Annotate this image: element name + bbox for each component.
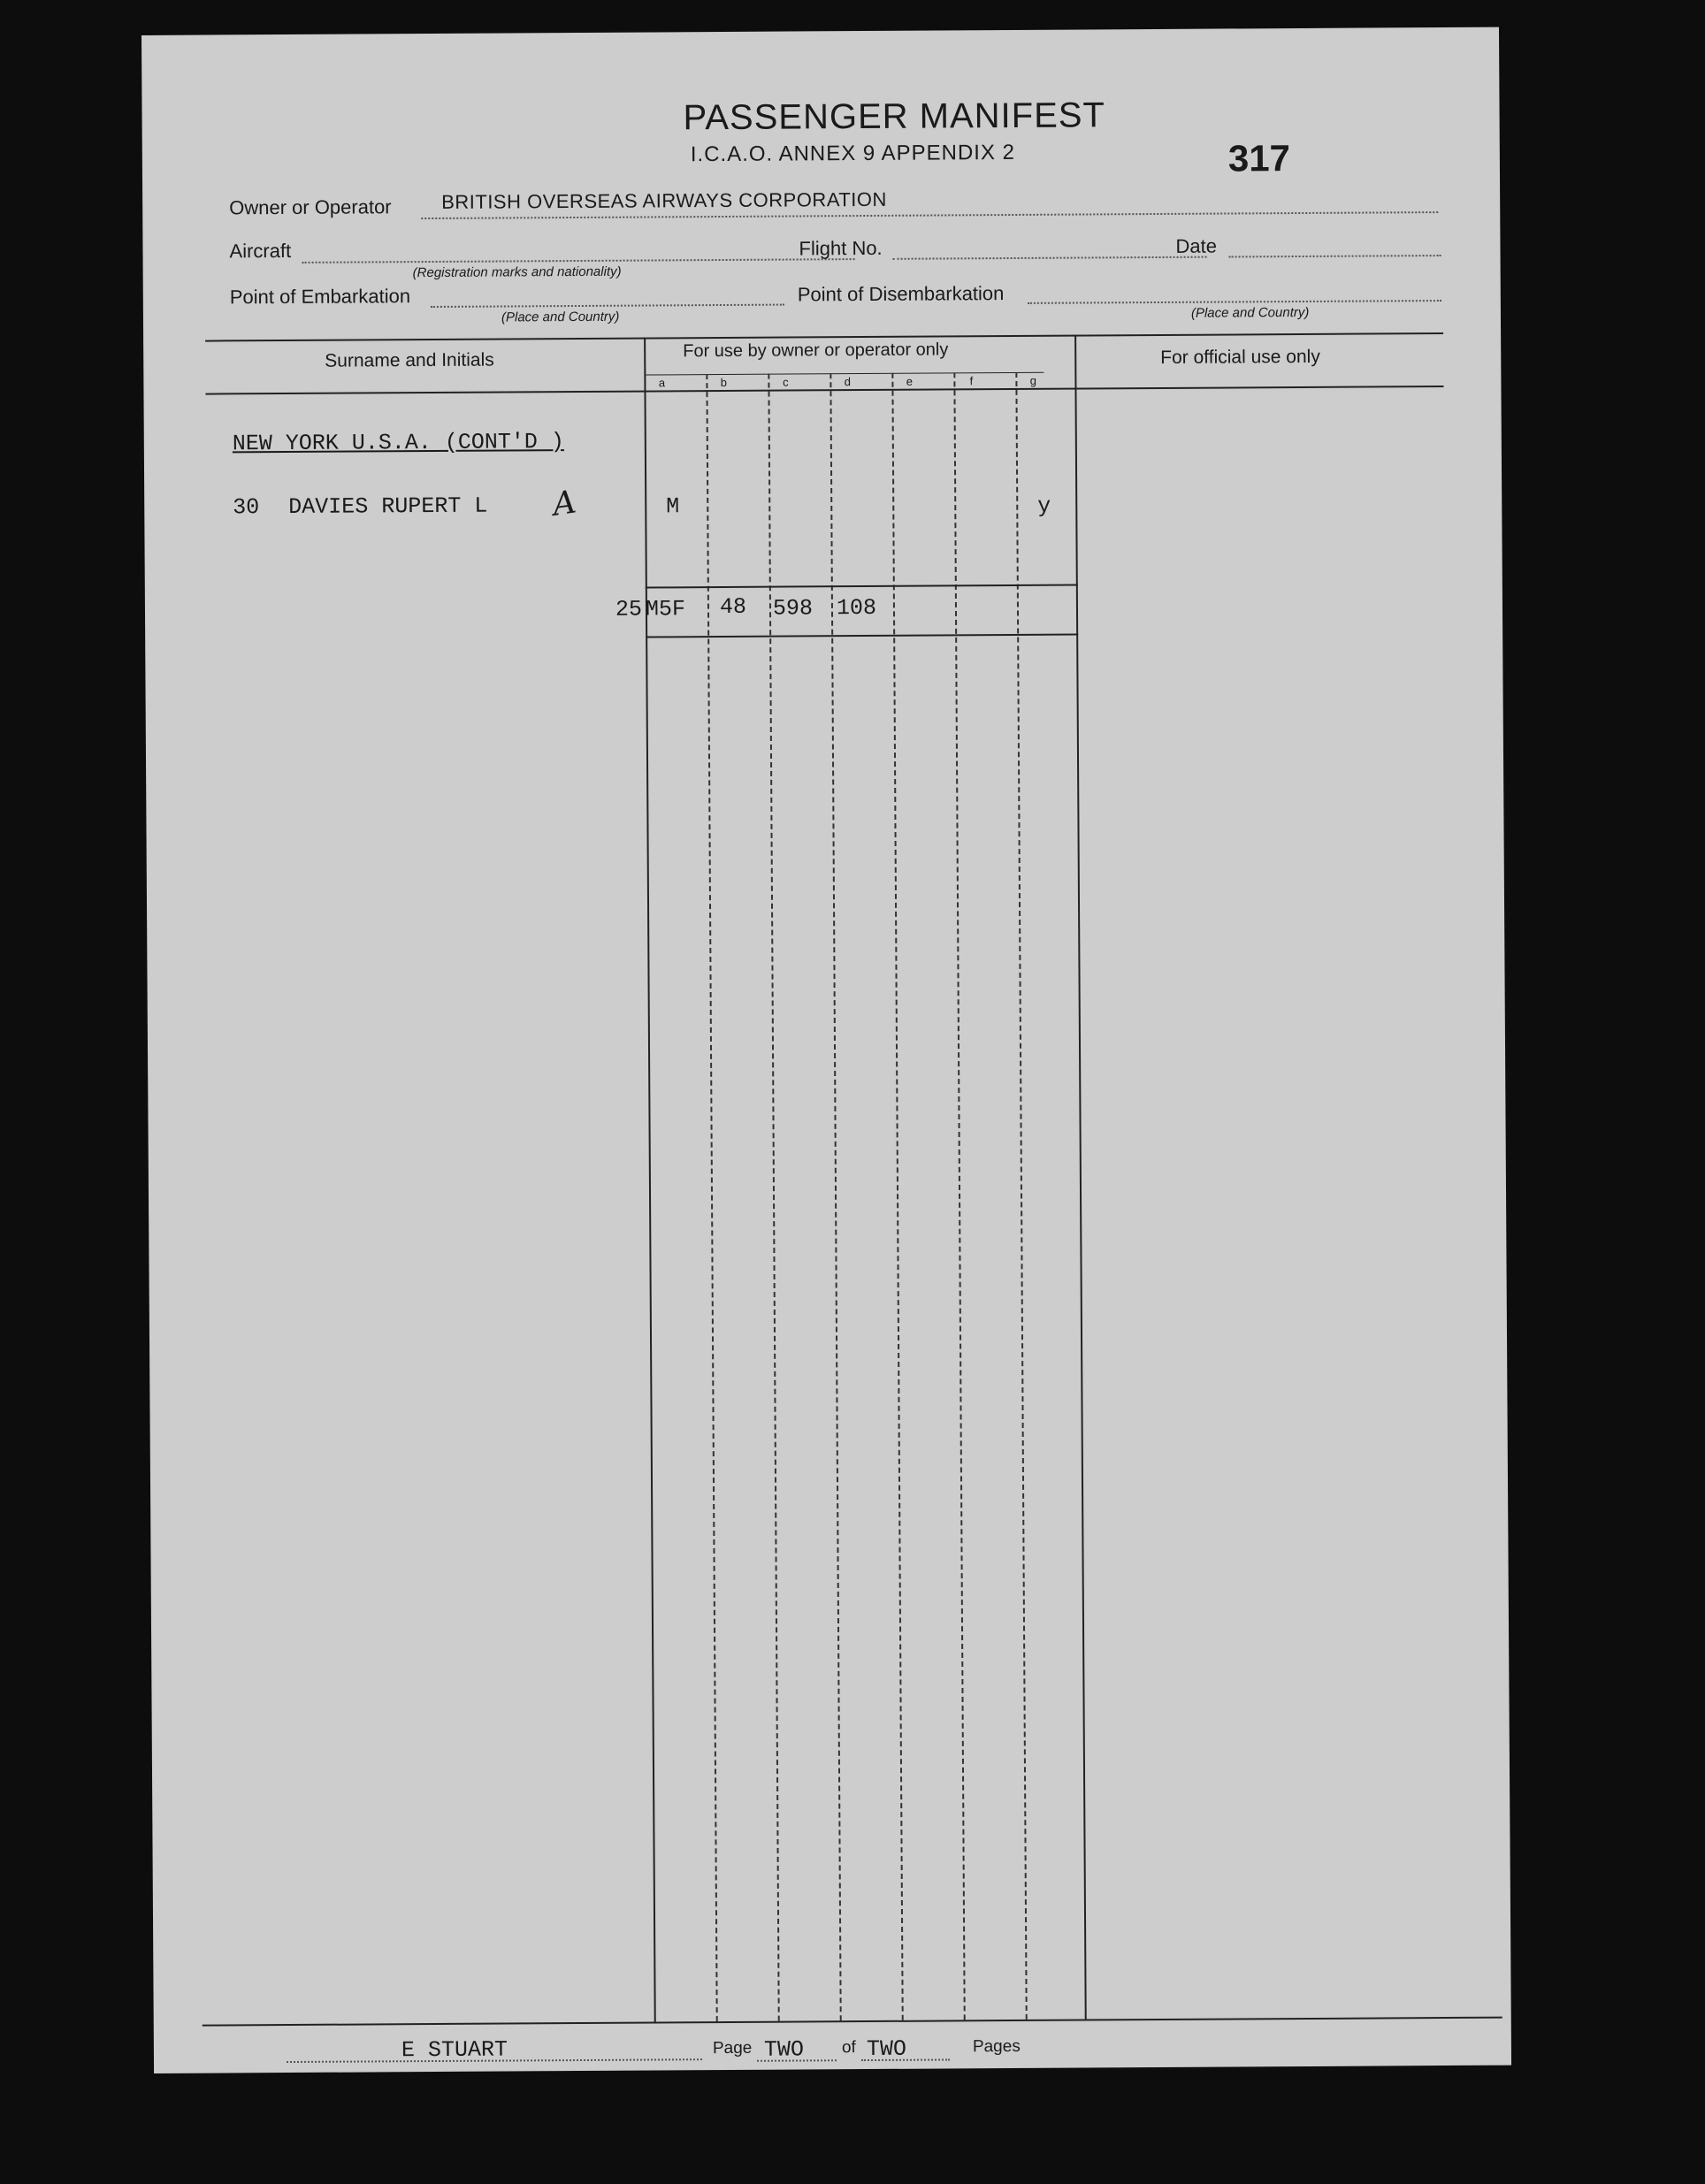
table-header-rule <box>205 386 1443 395</box>
passenger-name: DAVIES RUPERT L <box>288 493 488 520</box>
totals-col-b: 48 <box>719 593 747 621</box>
embark-line <box>431 304 784 308</box>
disembark-line <box>1028 300 1441 304</box>
subcol-b: b <box>720 375 728 390</box>
aircraft-line <box>302 258 855 263</box>
totals-col-c: 598 <box>772 595 814 622</box>
page-line <box>757 2059 837 2062</box>
section-heading: NEW YORK U.S.A. (CONT'D ) <box>232 429 564 457</box>
disembark-label: Point of Disembarkation <box>797 282 1005 306</box>
totals-top-rule <box>646 584 1078 589</box>
subcol-e: e <box>906 374 914 388</box>
col-line-b <box>706 374 717 2021</box>
col-line-g <box>1015 372 1027 2020</box>
signature: E STUART <box>401 2036 508 2064</box>
handwritten-mark: A <box>550 484 579 523</box>
owner-label: Owner or Operator <box>229 195 392 219</box>
aircraft-hint: (Registration marks and nationality) <box>412 263 622 281</box>
disembark-hint: (Place and Country) <box>1190 304 1310 321</box>
subcol-g: g <box>1029 373 1037 387</box>
totals-prefix: 25 <box>615 596 643 622</box>
embark-hint: (Place and Country) <box>501 309 620 325</box>
date-label: Date <box>1175 234 1218 257</box>
embark-label: Point of Embarkation <box>229 285 411 309</box>
col-official-header: For official use only <box>1160 346 1320 368</box>
col-owner-header: For use by owner or operator only <box>683 340 949 362</box>
page-label: Page <box>712 2038 753 2058</box>
passenger-number: 30 <box>233 494 260 521</box>
pages-label: Pages <box>972 2036 1021 2057</box>
footer-rule <box>203 2017 1502 2027</box>
document-subtitle: I.C.A.O. ANNEX 9 APPENDIX 2 <box>690 140 1016 167</box>
col-name-header: Surname and Initials <box>325 349 494 371</box>
stamp-number: 317 <box>1227 137 1291 179</box>
owner-value: BRITISH OVERSEAS AIRWAYS CORPORATION <box>441 187 887 213</box>
document-title: PASSENGER MANIFEST <box>683 95 1106 138</box>
col-line-e <box>891 373 903 2020</box>
flight-label: Flight No. <box>799 236 883 260</box>
subcol-c: c <box>783 375 789 389</box>
subcol-f: f <box>969 374 974 388</box>
passenger-col-a: M <box>666 493 680 520</box>
col-line-f <box>953 372 965 2020</box>
totals-col-d: 108 <box>836 594 877 622</box>
of-line <box>861 2058 950 2061</box>
subcol-d: d <box>844 375 852 389</box>
of-label: of <box>841 2038 856 2058</box>
page-value: TWO <box>763 2036 805 2063</box>
flight-line <box>893 256 1207 260</box>
totals-bottom-rule <box>646 634 1078 638</box>
manifest-sheet <box>141 27 1511 2073</box>
subcol-a: a <box>658 376 666 390</box>
col-line-official <box>1074 335 1087 2020</box>
col-line-a-left <box>644 338 656 2022</box>
passenger-col-g: y <box>1037 493 1051 519</box>
date-line <box>1229 255 1441 257</box>
of-value: TWO <box>866 2035 907 2063</box>
aircraft-label: Aircraft <box>229 239 292 263</box>
totals-col-a: M5F <box>645 596 686 622</box>
